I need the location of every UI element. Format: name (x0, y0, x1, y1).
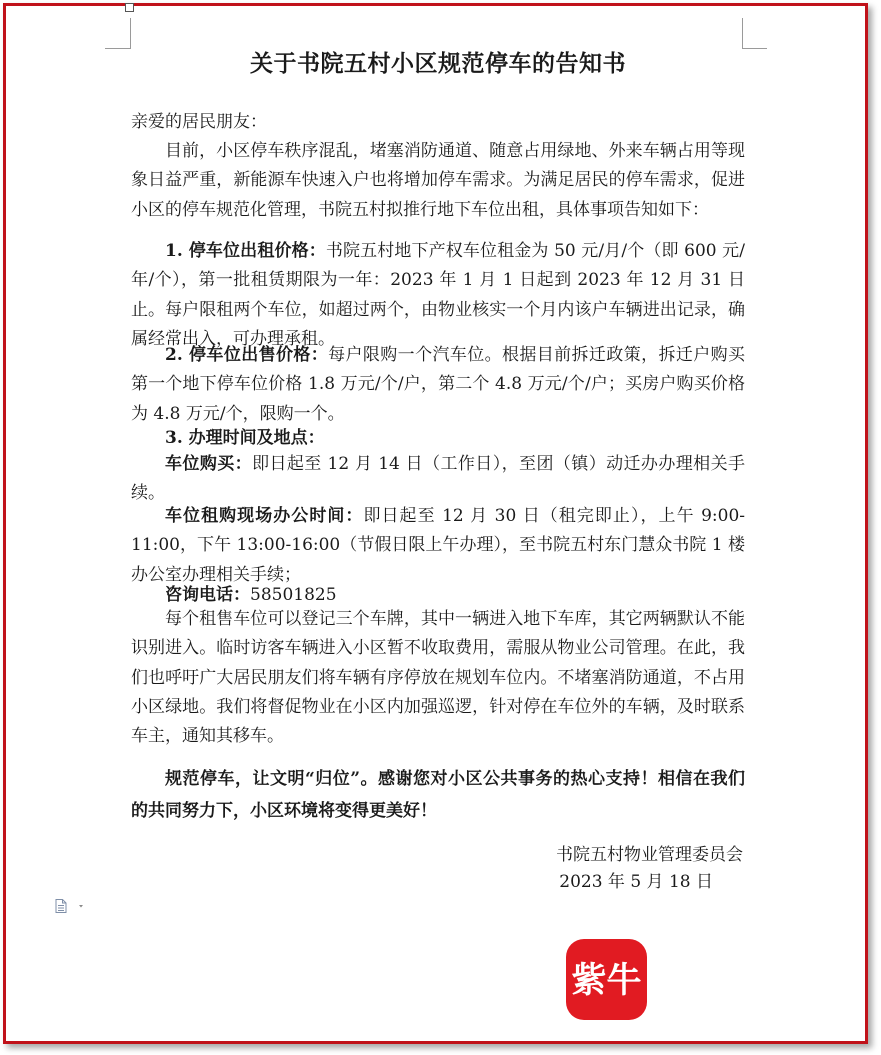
logo-mark (566, 939, 647, 1020)
item-sale-price (131, 341, 745, 429)
purchase-body: 即日起至 12 月 14 日（工作日），至团（镇）动迁办办理相关手续。 (131, 454, 745, 504)
page-corner-mark-right-h (742, 48, 767, 49)
phone-number: 58501825 (250, 585, 337, 605)
logo-text: 紫牛 (571, 961, 642, 1001)
item-sale-heading: 2. 停车位出售价格： (165, 345, 329, 365)
greeting: 亲爱的居民朋友： (131, 112, 267, 132)
page-corner-mark-right-v (742, 18, 743, 49)
page-corner-mark-left-h (105, 48, 130, 49)
intro-paragraph: 目前，小区停车秩序混乱，堵塞消防通道、随意占用绿地、外来车辆占用等现象日益严重，新能源车快速入户也将增加停车需求。为满足居民的停车需求，促进小区的停车规范化管理，书院五村拟推行地下车位出租，具体事项告知如下： (131, 141, 745, 220)
page-title: 关于书院五村小区规范停车的告知书 (250, 50, 626, 77)
onsite-office-heading: 车位租购现场办公时间： (165, 506, 364, 526)
phone-heading: 咨询电话： (165, 585, 250, 605)
item-sale-body: 每户限购一个汽车位。根据目前拆迁政策，拆迁户购买第一个地下停车位价格 1.8 万元/个/户，第二个 4.8 万元/个/户；买房户购买价格为 4.8 万元/个，限购一个。 (131, 345, 746, 424)
onsite-office-body: 即日起至 12 月 30 日（租完即止），上午 9:00-11:00，下午 13:00-16:00（节假日限上午办理），至书院五村东门慧众书院 1 楼办公室办理相关手续； (131, 506, 746, 585)
date-line: 2023 年 5 月 18 日 (559, 872, 713, 892)
item-time-place-heading: 3. 办理时间及地点： (165, 428, 325, 448)
purchase-paragraph (131, 450, 745, 509)
closing-paragraph: 规范停车，让文明“归位”。感谢您对小区公共事务的热心支持！相信在我们的共同努力下，小区环境将变得更美好！ (131, 769, 745, 821)
item-rent-price (131, 237, 745, 354)
app-logo (566, 939, 647, 1020)
text-anchor-icon[interactable] (125, 3, 134, 12)
purchase-heading: 车位购买： (165, 454, 253, 474)
signature: 书院五村物业管理委员会 (556, 845, 743, 865)
onsite-office-paragraph (131, 502, 745, 590)
item-rent-body: 书院五村地下产权车位租金为 50 元/月/个（即 600 元/年/个），第一批租赁期限为一年：2023 年 1 月 1 日起到 2023 年 12 月 31 日止。每户限租两个车位，如超过两个，由物业核实一个月内该户车辆进出记录，确属经常出入，可办理承租。 (131, 241, 745, 349)
item-rent-heading: 1. 停车位出租价格： (165, 241, 326, 261)
page-corner-mark-left-v (130, 18, 131, 49)
notice-paragraph: 每个租售车位可以登记三个车牌，其中一辆进入地下车库，其它两辆默认不能识别进入。临时访客车辆进入小区暂不收取费用，需服从物业公司管理。在此，我们也呼吁广大居民朋友们将车辆有序停放在规划车位内。不堵塞消防通道，不占用小区绿地。我们将督促物业在小区内加强巡逻，针对停在车位外的车辆，及时联系车主，通知其移车。 (131, 609, 745, 747)
paragraph-options-icon[interactable] (55, 899, 83, 913)
